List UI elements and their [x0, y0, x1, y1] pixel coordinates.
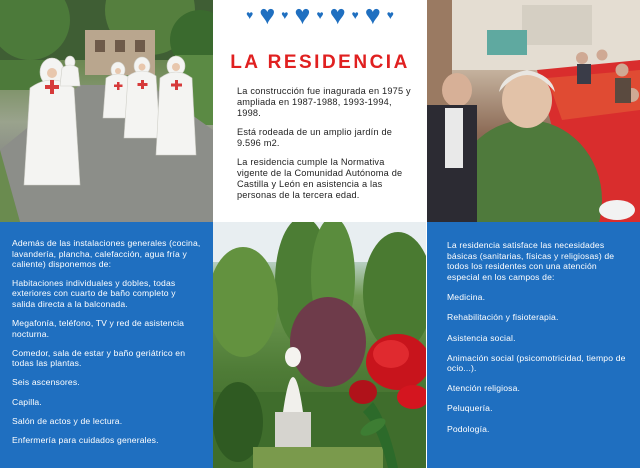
page-title: LA RESIDENCIA [230, 52, 410, 73]
installation-item: Megafonía, teléfono, TV y red de asistencia nocturna. [12, 318, 185, 339]
description-paragraph: La construcción fue inagurada en 1975 y ampliada en 1987-1988, 1993-1994, 1998. [237, 86, 411, 118]
service-item: Rehabilitación y fisioterapia. [447, 312, 559, 323]
services-panel [427, 222, 640, 468]
installation-item: Habitaciones individuales y dobles, todas exteriores con cuarto de baño completo y salida directa a la balconada. [12, 277, 176, 309]
hearts-decoration [213, 0, 427, 30]
installations-intro: Además de las instalaciones generales (cocina, lavandería, plancha, calefacción, agua fría y caliente) disponemos de: [12, 238, 201, 270]
description-text [237, 86, 413, 209]
installation-item: Comedor, sala de estar y baño geriátrico en todas las plantas. [12, 347, 186, 369]
heart-icon: ♥ [364, 0, 381, 30]
heart-icon: ♥ [294, 0, 311, 30]
heart-icon: ♥ [281, 8, 289, 22]
installation-item: Enfermería para cuidados generales. [12, 434, 159, 445]
residents-dining-photo [427, 0, 640, 222]
installation-item: Capilla. [12, 396, 42, 407]
heart-icon: ♥ [259, 0, 276, 30]
service-item: Atención religiosa. [447, 383, 521, 394]
heart-icon: ♥ [246, 8, 254, 22]
installation-item: Salón de actos y de lectura. [12, 415, 123, 426]
services-intro: La residencia satisface las necesidades básicas (sanitarias, físicas y religiosas) de todos los residentes con una atención especial en los campos de: [447, 240, 615, 282]
nuns-walking-photo [0, 0, 213, 222]
service-item: Asistencia social. [447, 332, 516, 343]
description-paragraph: La residencia cumple la Normativa vigente de la Comunidad Autónoma de Castilla y León en asistencia a las personas de la tercera edad. [237, 157, 403, 200]
heart-icon: ♥ [386, 8, 394, 22]
installation-item: Seis ascensores. [12, 377, 80, 388]
heart-icon: ♥ [351, 8, 359, 22]
garden-statue-photo [213, 222, 426, 468]
installations-panel [0, 222, 213, 468]
service-item: Peluquería. [447, 403, 493, 414]
service-item: Animación social (psicomotricidad, tiempo de ocio...). [447, 352, 626, 374]
heart-icon: ♥ [329, 0, 346, 30]
heart-icon: ♥ [316, 8, 324, 22]
description-paragraph: Está rodeada de un amplio jardín de 9.596 m2. [237, 127, 393, 148]
title-panel [213, 0, 427, 222]
service-item: Podología. [447, 423, 490, 434]
service-item: Medicina. [447, 292, 486, 303]
